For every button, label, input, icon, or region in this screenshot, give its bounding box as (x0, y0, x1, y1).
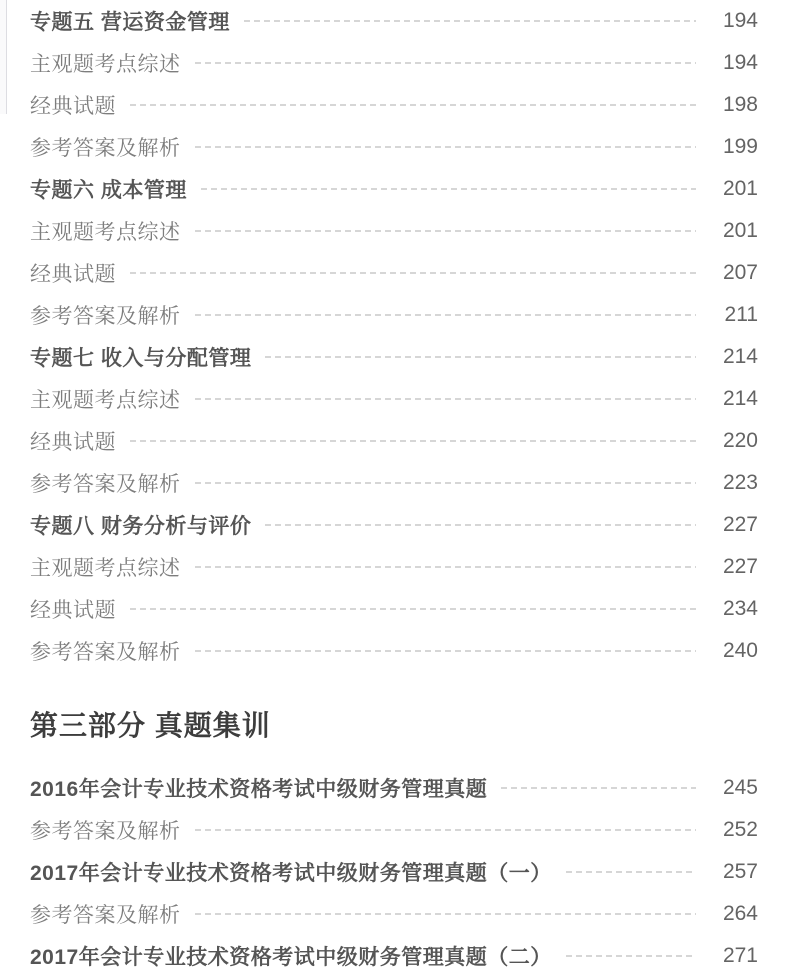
toc-entry-label: 专题七 收入与分配管理 (30, 347, 252, 370)
toc-entry-page-number: 199 (722, 135, 758, 158)
toc-entry-s0-13[interactable] (30, 546, 758, 588)
toc-entry-page-number: 234 (722, 597, 758, 620)
dotted-leader (195, 829, 697, 831)
toc-entry-s1-4[interactable] (30, 935, 758, 977)
dotted-leader (195, 566, 697, 568)
toc-entry-s0-4[interactable] (30, 168, 758, 210)
dotted-leader (130, 608, 696, 610)
toc-entry-label: 参考答案及解析 (30, 137, 181, 160)
toc-entry-page-number: 201 (722, 177, 758, 200)
toc-entry-label: 经典试题 (30, 263, 116, 286)
dotted-leader (265, 356, 696, 358)
dotted-leader (195, 146, 697, 148)
toc-entry-page-number: 214 (722, 387, 758, 410)
dotted-leader (195, 230, 697, 232)
toc-entry-page-number: 211 (724, 303, 758, 326)
dotted-leader (265, 524, 696, 526)
dotted-leader (130, 104, 696, 106)
toc-entry-label: 2017年会计专业技术资格考试中级财务管理真题（二） (30, 946, 552, 969)
toc-entry-label: 参考答案及解析 (30, 820, 181, 843)
toc-entry-label: 专题八 财务分析与评价 (30, 515, 252, 538)
toc-entry-page-number: 264 (722, 902, 758, 925)
toc-entry-page-number: 227 (722, 513, 758, 536)
part-section-heading: 第三部分 真题集训 (30, 710, 271, 741)
toc-entry-label: 主观题考点综述 (30, 389, 181, 412)
toc-entry-s1-2[interactable] (30, 851, 758, 893)
toc-entry-label: 2017年会计专业技术资格考试中级财务管理真题（一） (30, 862, 552, 885)
dotted-leader (566, 871, 696, 873)
toc-entry-page-number: 227 (722, 555, 758, 578)
dotted-leader (195, 913, 697, 915)
toc-entry-label: 专题五 营运资金管理 (30, 11, 230, 34)
toc-entry-page-number: 201 (722, 219, 758, 242)
toc-entry-s0-2[interactable] (30, 84, 758, 126)
toc-entry-page-number: 207 (722, 261, 758, 284)
toc-entry-s1-1[interactable] (30, 809, 758, 851)
toc-entry-s0-8[interactable] (30, 336, 758, 378)
dotted-leader (566, 955, 696, 957)
toc-entry-label: 参考答案及解析 (30, 473, 181, 496)
toc-entry-s0-10[interactable] (30, 420, 758, 462)
toc-entry-s0-15[interactable] (30, 630, 758, 672)
toc-entry-s0-1[interactable] (30, 42, 758, 84)
toc-entry-page-number: 271 (722, 944, 758, 967)
dotted-leader (195, 650, 697, 652)
dotted-leader (195, 482, 697, 484)
toc-entry-label: 主观题考点综述 (30, 221, 181, 244)
dotted-leader (195, 314, 697, 316)
toc-entry-page-number: 198 (722, 93, 758, 116)
dotted-leader (195, 398, 697, 400)
toc-entry-s0-0[interactable] (30, 0, 758, 42)
toc-entry-label: 主观题考点综述 (30, 53, 181, 76)
toc-entry-page-number: 214 (722, 345, 758, 368)
toc-entry-page-number: 257 (722, 860, 758, 883)
toc-entry-label: 专题六 成本管理 (30, 179, 187, 202)
toc-entry-page-number: 240 (722, 639, 758, 662)
toc-entry-s0-11[interactable] (30, 462, 758, 504)
dotted-leader (195, 62, 697, 64)
toc-entry-s0-7[interactable] (30, 294, 758, 336)
dotted-leader (201, 188, 696, 190)
toc-entry-s1-3[interactable] (30, 893, 758, 935)
toc-entry-s0-14[interactable] (30, 588, 758, 630)
toc-entry-label: 主观题考点综述 (30, 557, 181, 580)
toc-entry-label: 参考答案及解析 (30, 305, 181, 328)
dotted-leader (130, 272, 696, 274)
toc-entry-label: 经典试题 (30, 95, 116, 118)
toc-entry-label: 经典试题 (30, 431, 116, 454)
toc-entry-page-number: 223 (722, 471, 758, 494)
toc-entry-page-number: 252 (722, 818, 758, 841)
toc-entry-s0-12[interactable] (30, 504, 758, 546)
toc-entry-s1-0[interactable] (30, 767, 758, 809)
toc-entry-page-number: 194 (722, 9, 758, 32)
toc-entry-s0-6[interactable] (30, 252, 758, 294)
toc-entry-page-number: 245 (722, 776, 758, 799)
toc-entry-s0-3[interactable] (30, 126, 758, 168)
toc-entry-page-number: 194 (722, 51, 758, 74)
toc-entry-label: 参考答案及解析 (30, 641, 181, 664)
toc-entry-s0-5[interactable] (30, 210, 758, 252)
toc-entry-page-number: 220 (722, 429, 758, 452)
dotted-leader (130, 440, 696, 442)
toc-entry-s0-9[interactable] (30, 378, 758, 420)
toc-entry-label: 参考答案及解析 (30, 904, 181, 927)
dotted-leader (244, 20, 696, 22)
dotted-leader (501, 787, 696, 789)
toc-entry-label: 2016年会计专业技术资格考试中级财务管理真题 (30, 778, 488, 801)
toc-entry-label: 经典试题 (30, 599, 116, 622)
